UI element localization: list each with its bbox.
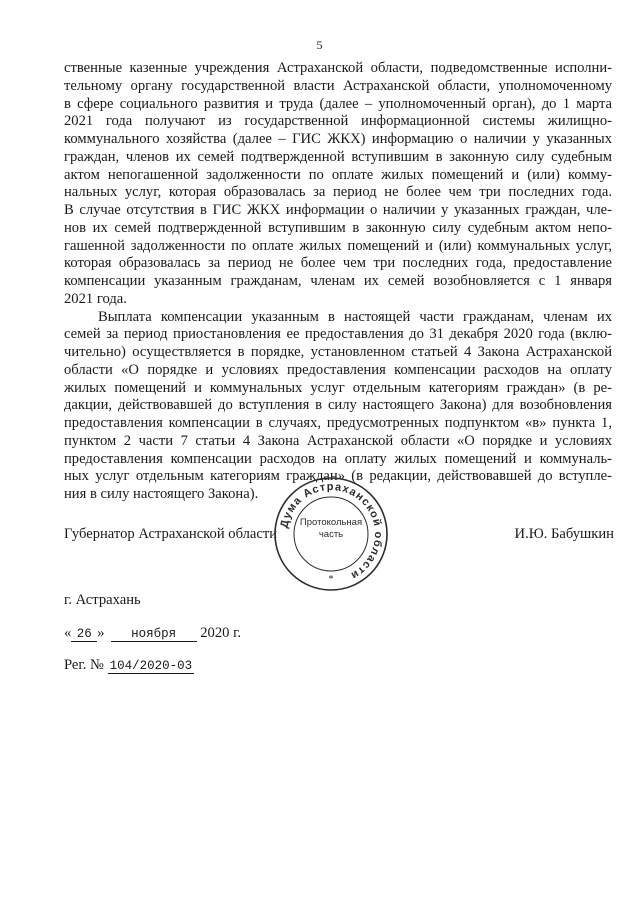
text-line: Выплата компенсации указанным в настоящей части гражданам, членам их bbox=[98, 308, 612, 325]
registration-label: Рег. № bbox=[64, 657, 104, 673]
date-close-quote: » bbox=[97, 625, 105, 641]
text-line: предоставления компенсации в случаях, предусмотренных подпунктом «в» пункта 1, bbox=[64, 415, 612, 431]
registration-number-line bbox=[64, 657, 194, 674]
text-line: тельному органу государственной власти Астраханской области, уполномоченному bbox=[64, 77, 612, 94]
text-line: семей за период приостановления ее предоставления до 31 декабря 2020 года (вклю- bbox=[64, 326, 612, 343]
text-line: 2021 года получают из государственной информационной системы жилищно- bbox=[64, 113, 612, 130]
text-line: ных услуг отдельным категориям граждан» (в редакции, действовавшей до вступле- bbox=[64, 468, 612, 485]
text-line: предоставления компенсации расходов на оплату жилых помещений и коммуналь- bbox=[64, 450, 612, 467]
date-day: 26 bbox=[71, 627, 97, 642]
stamp-star: * bbox=[328, 574, 334, 585]
text-line: граждан, членов их семей подтвержденной вступившим в законную силу судебным bbox=[64, 148, 612, 165]
date-year: 2020 г. bbox=[200, 625, 242, 641]
text-line: В случае отсутствия в ГИС ЖКХ информации о наличии у указанных граждан, чле- bbox=[64, 202, 612, 218]
stamp-center-line: Протокольная bbox=[299, 517, 363, 528]
document-date bbox=[64, 625, 241, 642]
text-line: ственные казенные учреждения Астраханской области, подведомственные исполни- bbox=[64, 60, 612, 76]
date-open-quote: « bbox=[64, 625, 72, 641]
text-line: гашенной задолженности по оплате жилых помещений и (или) коммунальных услуг, bbox=[64, 237, 612, 254]
text-line: коммунального хозяйства (далее – ГИС ЖКХ) информацию о наличии у указанных bbox=[64, 131, 612, 147]
city-line: г. Астрахань bbox=[64, 592, 141, 608]
paragraph-1 bbox=[64, 60, 612, 309]
text-line: области «О порядке и условиях предоставления компенсации расходов на оплату bbox=[64, 361, 612, 378]
text-line: дакции, действовавшей до вступления в силу настоящего Закона) для возобновления bbox=[64, 397, 612, 414]
text-line: нальных услуг, которая образовалась за период не более чем три последних года. bbox=[64, 184, 612, 201]
stamp-center-line: часть bbox=[318, 529, 344, 540]
text-line: в сфере социального развития и труда (далее – уполномоченный орган), до 1 марта bbox=[64, 95, 612, 112]
date-month: ноября bbox=[111, 627, 197, 642]
signatory-name: И.Ю. Бабушкин bbox=[514, 526, 614, 542]
signatory-position: Губернатор Астраханской области bbox=[64, 526, 278, 542]
text-line: нов их семей подтвержденной вступившим в законную силу судебным актом непо- bbox=[64, 219, 612, 236]
stamp-ring-text: Дума Астраханской области bbox=[278, 480, 385, 582]
paragraph-2 bbox=[64, 309, 612, 504]
page-number: 5 bbox=[316, 38, 323, 52]
document-body bbox=[64, 60, 612, 504]
official-seal-stamp bbox=[273, 476, 389, 592]
text-line: 2021 года. bbox=[64, 290, 127, 307]
text-line: компенсации указанным гражданам, членам их семей возобновляется с 1 января bbox=[64, 273, 612, 289]
text-line: пунктом 2 части 7 статьи 4 Закона Астраханской области «О порядке и условиях bbox=[64, 432, 612, 449]
text-line: ния в силу настоящего Закона). bbox=[64, 486, 259, 502]
registration-number: 104/2020-03 bbox=[109, 659, 193, 673]
text-line: чительно) осуществляется в порядке, установленном статьей 4 Закона Астраханской bbox=[64, 344, 612, 360]
text-line: жилых помещений и коммунальных услуг отдельным категориям граждан» (в ре- bbox=[64, 379, 612, 396]
stamp-center-text bbox=[273, 517, 389, 541]
text-line: актом непогашенной задолженности по оплате жилых помещений и (или) комму- bbox=[64, 166, 612, 183]
text-line: которая образовалась за период не более чем три последних года, предоставление bbox=[64, 255, 612, 272]
